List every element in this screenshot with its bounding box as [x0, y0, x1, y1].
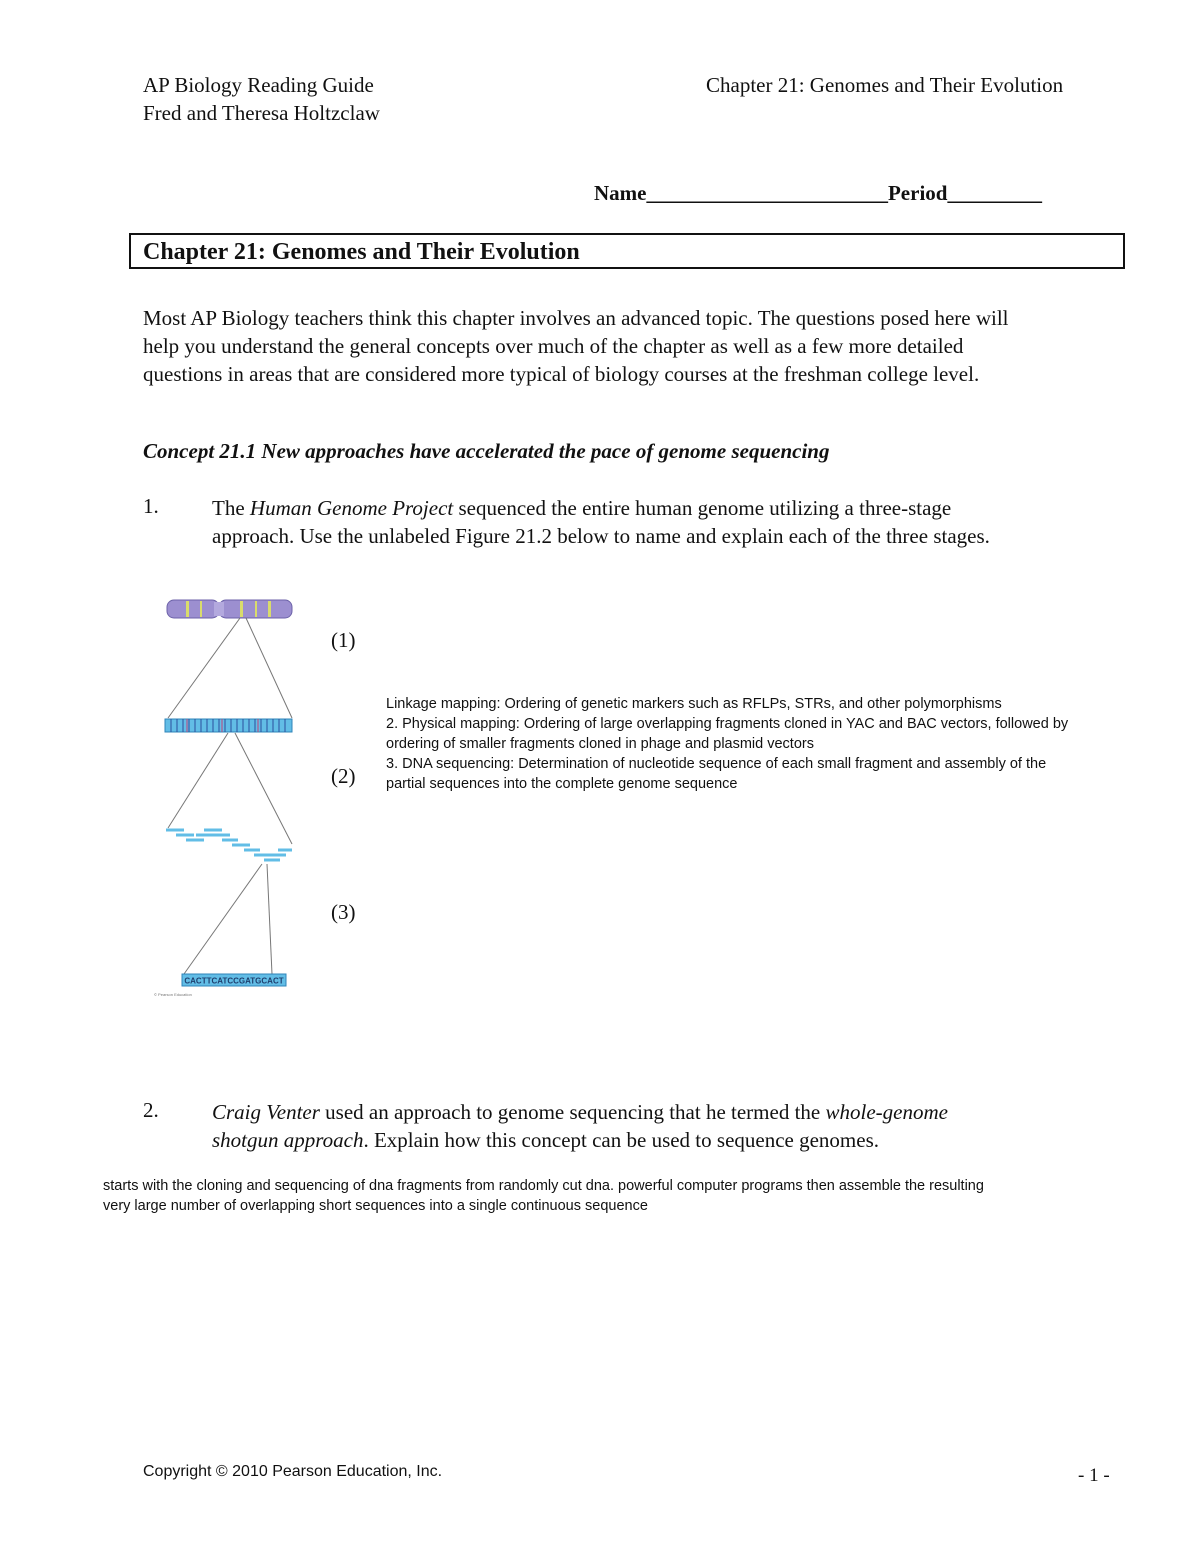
intro-line-3: questions in areas that are considered more typical of biology courses at the freshman college level.: [143, 362, 980, 386]
question-2-emphasis-2: whole-genome: [825, 1100, 948, 1124]
chromosome-graphic: [167, 600, 292, 618]
header-course-title: AP Biology Reading Guide: [143, 73, 374, 97]
question-2-part1: used an approach to genome sequencing that he termed the: [319, 1100, 826, 1124]
chapter-title-box: [129, 233, 1125, 269]
intro-line-1: Most AP Biology teachers think this chapter involves an advanced topic. The questions posed here will: [143, 306, 1009, 330]
answer-2-line-2: very large number of overlapping short sequences into a single continuous sequence: [103, 1198, 648, 1214]
concept-heading: Concept 21.1 New approaches have accelerated the pace of genome sequencing: [143, 439, 830, 463]
connector-line: [168, 733, 228, 828]
stage-1-label: (1): [331, 628, 356, 652]
overlapping-fragments: [166, 830, 292, 860]
answer-1: [386, 694, 1068, 794]
dna-sequence-text: CACTTCATCCGATGCACT: [184, 976, 284, 986]
answer-1-line-5: partial sequences into the complete genome sequence: [386, 776, 738, 792]
stage-3-label: (3): [331, 900, 356, 924]
question-1-part1: The: [212, 496, 250, 520]
genome-sequencing-figure: [140, 590, 310, 1005]
question-2-line-2: [212, 1126, 1115, 1154]
question-2-text: [212, 1098, 1115, 1154]
answer-1-line-1: Linkage mapping: Ordering of genetic markers such as RFLPs, STRs, and other polymorphisms: [386, 696, 1002, 712]
answer-1-line-4: 3. DNA sequencing: Determination of nucleotide sequence of each small fragment and assembly of the: [386, 756, 1047, 772]
answer-1-line-2: 2. Physical mapping: Ordering of large overlapping fragments cloned in YAC and BAC vectors, followed by: [386, 716, 1069, 732]
question-1-line-1: [212, 494, 1115, 522]
header-chapter: Chapter 21: Genomes and Their Evolution: [706, 73, 1064, 97]
question-1-number: 1.: [143, 494, 159, 518]
intro-line-2: help you understand the general concepts over much of the chapter as well as a few more detailed: [143, 334, 964, 358]
answer-2: [103, 1176, 984, 1216]
header-authors: Fred and Theresa Holtzclaw: [143, 101, 380, 125]
connector-line: [184, 864, 262, 974]
question-1-line-2: approach. Use the unlabeled Figure 21.2 below to name and explain each of the three stages.: [212, 524, 990, 548]
stage-2-label: (2): [331, 764, 356, 788]
question-2-part2: . Explain how this concept can be used to sequence genomes.: [363, 1128, 879, 1152]
question-2-number: 2.: [143, 1098, 159, 1122]
answer-1-line-3: ordering of smaller fragments cloned in phage and plasmid vectors: [386, 736, 814, 752]
question-2-line-1: [212, 1098, 1115, 1126]
question-2-emphasis-3: shotgun approach: [212, 1128, 364, 1152]
connector-line: [168, 618, 240, 718]
name-period-line: Name_______________________Period_________: [594, 181, 1042, 205]
answer-2-line-1: starts with the cloning and sequencing of dna fragments from randomly cut dna. powerful computer programs then assemble the resulting: [103, 1178, 984, 1194]
page-number: - 1 -: [1078, 1465, 1110, 1486]
figure-credit: © Pearson Education: [154, 992, 192, 997]
connector-line: [246, 618, 292, 718]
intro-paragraph: [143, 304, 1115, 388]
marker-map-bar: [165, 719, 292, 732]
connector-line: [235, 733, 292, 844]
question-1-part2: sequenced the entire human genome utilizing a three-stage: [453, 496, 952, 520]
connector-line: [267, 864, 272, 974]
question-2-emphasis-1: Craig Venter: [212, 1100, 320, 1124]
question-1-text: [212, 494, 1115, 550]
question-1-emphasis: Human Genome Project: [249, 496, 454, 520]
footer-copyright: Copyright © 2010 Pearson Education, Inc.: [143, 1463, 443, 1480]
page-title: Chapter 21: Genomes and Their Evolution: [143, 239, 580, 265]
